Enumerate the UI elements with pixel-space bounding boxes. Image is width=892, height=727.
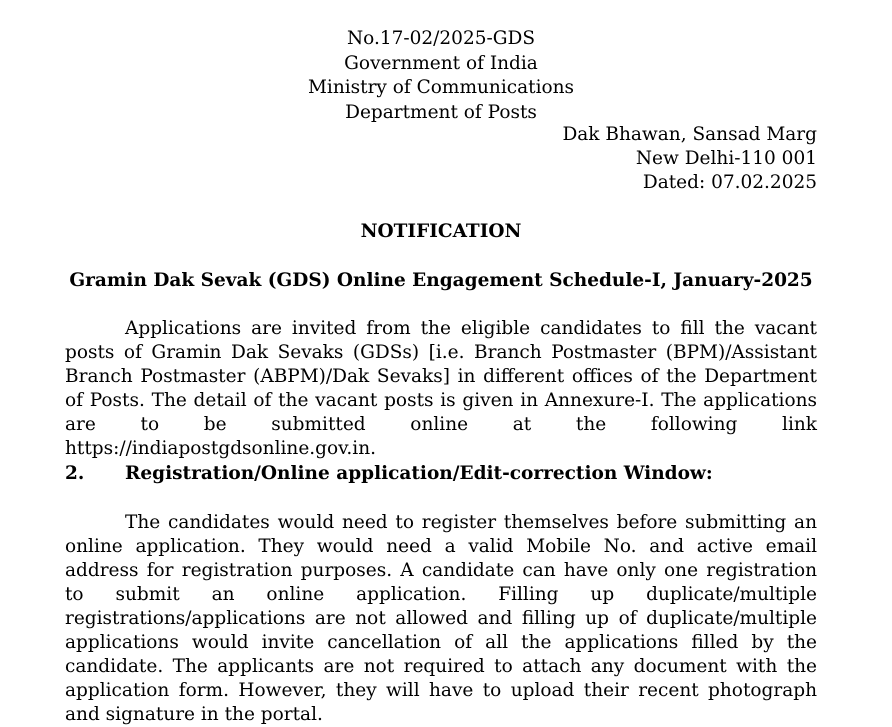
section-2-heading — [65, 462, 825, 486]
notification-title: NOTIFICATION — [360, 221, 522, 242]
section-title: Registration/Online application/Edit-correction Window: — [125, 463, 713, 484]
department-name: Department of Posts — [345, 101, 537, 123]
address-block — [562, 123, 817, 195]
letterhead — [0, 27, 882, 125]
intro-paragraph: Applications are invited from the eligible candidates to fill the vacant posts of Gramin Dak Sevaks (GDSs) [i.e. Branch Postmaster (BPM)/Assistant Branch Postmaster (ABPM)/Dak Sevaks] in different offices of the Department of Posts. The detail of the vacant posts is given in Annexure-I. The applications are to be submitted online at the following link https://indiapostgdsonline.gov.in. — [65, 318, 817, 459]
reference-number: No.17-02/2025-GDS — [346, 28, 536, 49]
section-number: 2. — [65, 463, 85, 484]
subject-title: Gramin Dak Sevak (GDS) Online Engagement Schedule-I, January-2025 — [69, 270, 813, 291]
section-2-paragraph: The candidates would need to register themselves before submitting an online application. They would need a valid Mobile No. and active email address for registration purposes. A candidate can have only one registration to submit an online application. Filling up duplicate/multiple registrations/applications are not allowed and filling up of duplicate/multiple applications would invite cancellation of all the applications filled by the candidate. The applicants are not required to attach any document with the application form. However, they will have to upload their recent photograph and signature in the portal. — [65, 512, 817, 725]
address-line-1: Dak Bhawan, Sansad Marg — [562, 124, 817, 145]
address-line-2: New Delhi-110 001 — [635, 148, 817, 169]
government-name: Government of India — [344, 52, 538, 74]
date-line: Dated: 07.02.2025 — [642, 172, 817, 193]
ministry-name: Ministry of Communications — [307, 77, 575, 98]
